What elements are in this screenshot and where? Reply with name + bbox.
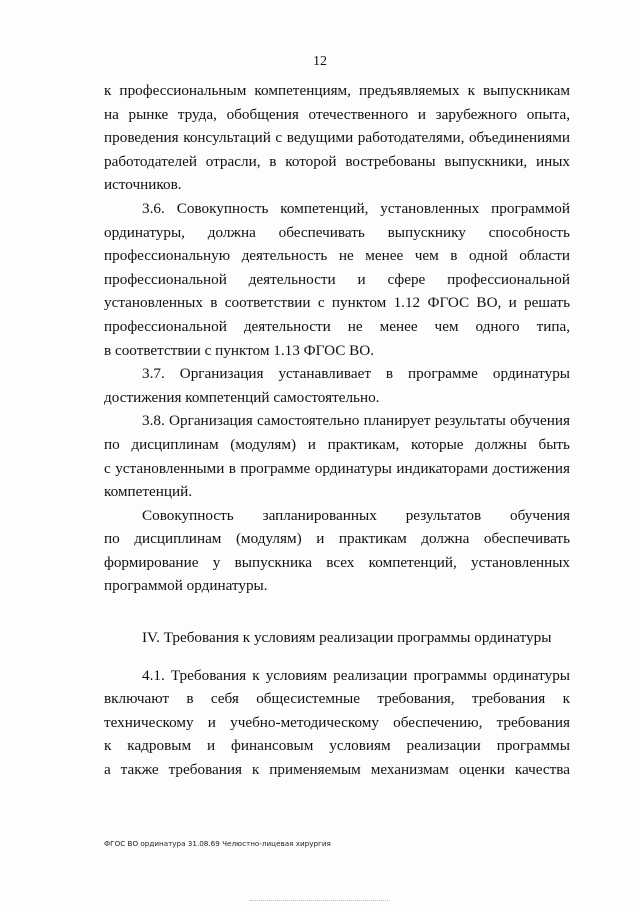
text-line: по дисциплинам (модулям) и практикам, которые должны быть (104, 435, 570, 453)
paragraph-3-8-first-line: 3.8. Организация самостоятельно планирует результаты обучения (142, 412, 570, 430)
text-line: по дисциплинам (модулям) и практикам должна обеспечивать (104, 530, 570, 548)
text-line: к кадровым и финансовым условиям реализации программы (104, 737, 570, 755)
paragraph-3-6-first-line: 3.6. Совокупность компетенций, установленных программой (142, 199, 570, 217)
text-line: на рынке труда, обобщения отечественного и зарубежного опыта, (104, 105, 570, 123)
section-heading: IV. Требования к условиям реализации программы ординатуры (142, 629, 552, 647)
text-line: источников. (104, 176, 182, 194)
text-line: включают в себя общесистемные требования, требования к (104, 690, 570, 708)
paragraph-totality-first-line: Совокупность запланированных результатов обучения (142, 506, 570, 524)
text-line: техническому и учебно-методическому обеспечению, требования (104, 713, 570, 731)
text-line: профессиональной деятельности и сфере профессиональной (104, 270, 570, 288)
text-line: в соответствии с пунктом 1.13 ФГОС ВО. (104, 341, 375, 359)
text-line: с установленными в программе ординатуры индикаторами достижения (104, 459, 570, 477)
document-footer: ФГОС ВО ординатура 31.08.69 Челюстно-лицевая хирургия (104, 839, 331, 848)
page-number: 12 (313, 54, 327, 69)
body-text (104, 79, 570, 782)
text-line: к профессиональным компетенциям, предъявляемых к выпускникам (104, 82, 570, 99)
scan-artifact (250, 900, 390, 902)
text-line: формирование у выпускника всех компетенций, установленных (104, 553, 570, 571)
text-line: проведения консультаций с ведущими работодателями, объединениями (104, 129, 570, 147)
paragraph-3-7-first-line: 3.7. Организация устанавливает в программе ординатуры (142, 365, 570, 383)
text-line: программой ординатуры. (104, 577, 268, 595)
text-line: достижения компетенций самостоятельно. (104, 388, 380, 406)
text-line: профессиональной деятельности не менее чем одного типа, (104, 317, 570, 335)
text-line: компетенций. (104, 483, 193, 501)
text-line: профессиональную деятельность не менее чем в одной области (104, 247, 570, 265)
text-line: ординатуры, должна обеспечивать выпускнику способность (104, 223, 570, 241)
paragraph-4-1-first-line: 4.1. Требования к условиям реализации программы ординатуры (142, 666, 570, 684)
text-line: установленных в соответствии с пунктом 1.12 ФГОС ВО, и решать (104, 294, 570, 312)
text-line: работодателей отрасли, в которой востребованы выпускники, иных (104, 152, 570, 170)
text-line: а также требования к применяемым механизмам оценки качества (104, 761, 570, 779)
